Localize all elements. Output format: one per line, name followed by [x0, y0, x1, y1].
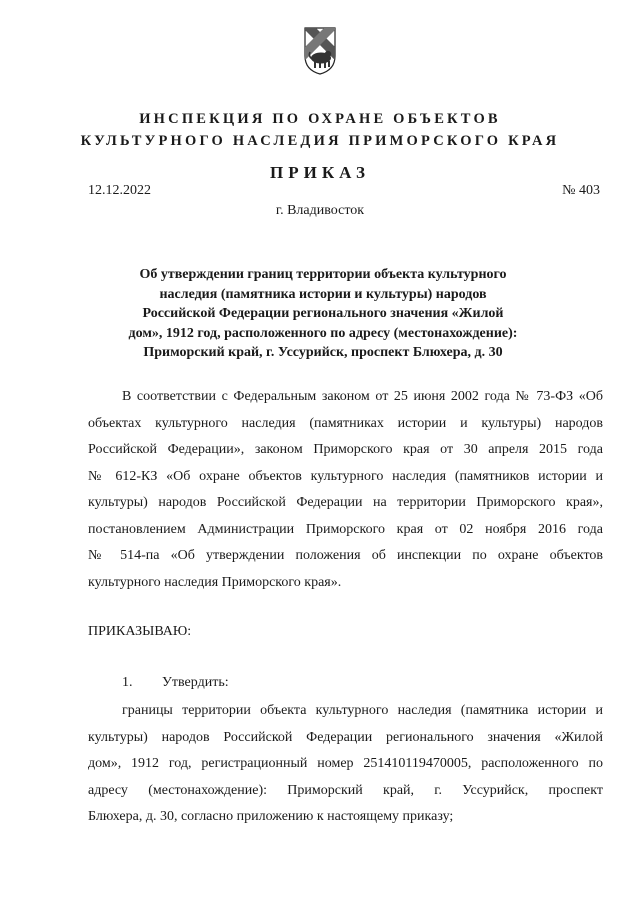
item-number: 1.: [122, 675, 133, 690]
item-text: Утвердить:: [162, 675, 229, 690]
preamble-line: Российской Федерации», законом Приморского края от 30 апреля 2015 года: [88, 442, 603, 457]
document-type: ПРИКАЗ: [270, 163, 370, 182]
coat-of-arms-emblem: [303, 26, 337, 76]
item-body-line: границы территории объекта культурного наследия (памятника истории и: [122, 703, 603, 718]
preamble-line: культуры) народов Российской Федерации на территории Приморского края»,: [88, 495, 603, 510]
order-item-1: [122, 675, 229, 691]
document-date: 12.12.2022: [88, 183, 151, 198]
item-body-line: культуры) народов Российской Федерации регионального значения «Жилой: [88, 729, 603, 745]
preamble-line: постановлением Администрации Приморского края от 02 ноября 2016 года: [88, 521, 603, 537]
organization-name-line-2: КУЛЬТУРНОГО НАСЛЕДИЯ ПРИМОРСКОГО КРАЯ: [80, 133, 560, 149]
preamble-line: объектах культурного наследия (памятниках истории и культуры) народов: [88, 415, 603, 431]
title-line: Приморский край, г. Уссурийск, проспект Блюхера, д. 30: [143, 345, 503, 360]
item-body-line: дом», 1912 год, регистрационный номер 251410119470005, расположенного по: [88, 756, 603, 771]
document-title: [118, 265, 528, 363]
order-word: ПРИКАЗЫВАЮ:: [88, 624, 192, 639]
item-body-line: адресу (местонахождение): Приморский край, г. Уссурийск, проспект: [88, 782, 603, 798]
title-line: наследия (памятника истории и культуры) народов: [159, 286, 487, 302]
title-line: дом», 1912 год, расположенного по адресу (местонахождение):: [128, 325, 518, 341]
preamble-line: культурного наследия Приморского края».: [88, 574, 342, 590]
item-body-line: Блюхера, д. 30, согласно приложению к настоящему приказу;: [88, 809, 454, 824]
preamble-line: № 514-па «Об утверждении положения об инспекции по охране объектов: [88, 548, 603, 563]
organization-name-line-1: ИНСПЕКЦИЯ ПО ОХРАНЕ ОБЪЕКТОВ: [139, 111, 501, 127]
title-line: Об утверждении границ территории объекта культурного: [139, 267, 507, 282]
item-1-body: [88, 698, 603, 831]
preamble-line: В соответствии с Федеральным законом от 25 июня 2002 года № 73-ФЗ «Об: [122, 389, 603, 404]
preamble-paragraph: [88, 384, 603, 596]
document-number: № 403: [562, 183, 600, 198]
document-city: г. Владивосток: [275, 203, 365, 218]
title-line: Российской Федерации регионального значения «Жилой: [142, 306, 504, 321]
preamble-line: № 612-КЗ «Об охране объектов культурного наследия (памятников истории и: [88, 468, 603, 484]
